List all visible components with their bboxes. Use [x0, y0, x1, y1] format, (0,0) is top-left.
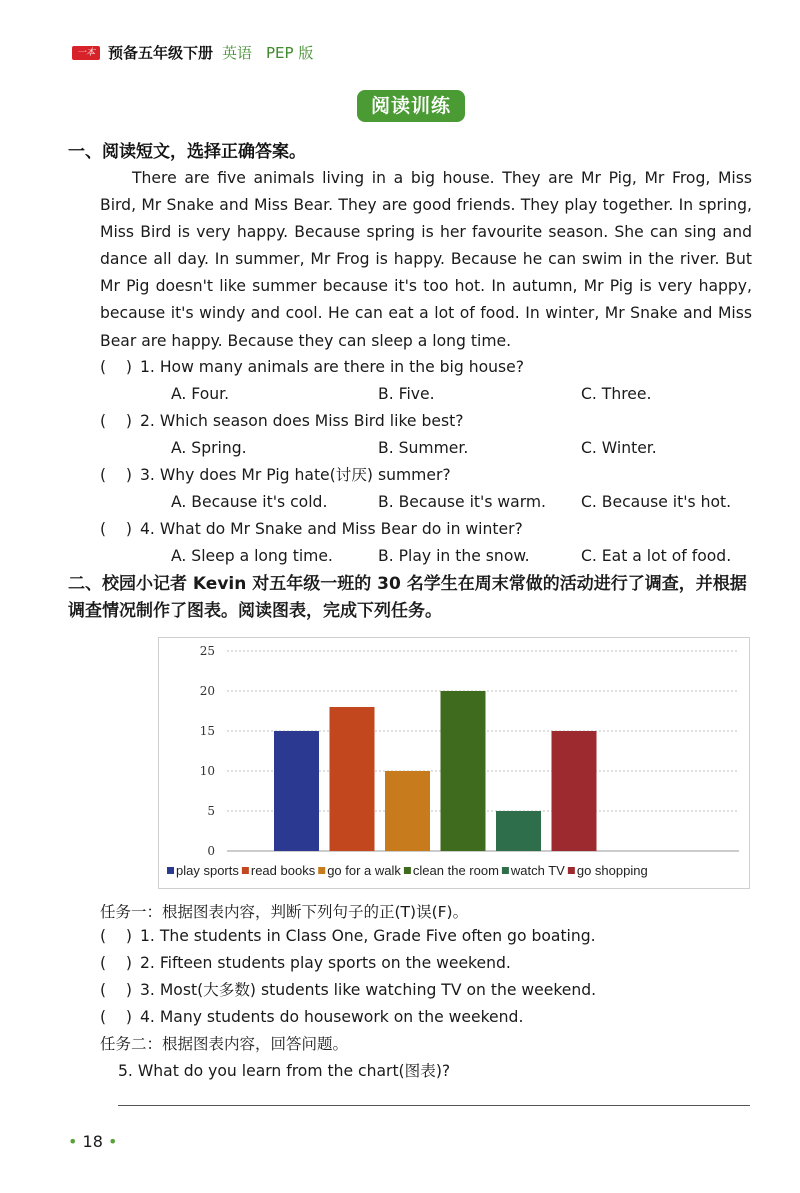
option-a: A. Because it's cold. — [171, 493, 328, 511]
option-a: A. Sleep a long time. — [171, 547, 333, 565]
y-tick-label: 5 — [207, 804, 215, 818]
legend-label: read books — [250, 863, 316, 878]
option-b: B. Play in the snow. — [378, 547, 530, 565]
task1-heading: 任务一：根据图表内容，判断下列句子的正(T)误(F)。 — [100, 903, 469, 921]
answer-blank[interactable]: ( ) — [100, 954, 132, 972]
legend-label: watch TV — [510, 863, 565, 878]
chart-svg — [159, 638, 749, 888]
bar-go-for-a-walk — [385, 771, 430, 851]
bar-read-books — [330, 707, 375, 851]
answer-blank[interactable]: ( ) — [100, 466, 132, 484]
statement-text: 1. The students in Class One, Grade Five often go boating. — [140, 927, 596, 945]
question-text: 2. Which season does Miss Bird like best? — [140, 412, 464, 430]
legend-swatch — [502, 867, 509, 874]
option-b: B. Five. — [378, 385, 435, 403]
answer-blank[interactable]: ( ) — [100, 981, 132, 999]
brand-logo: 一本 — [72, 46, 100, 60]
y-tick-label: 0 — [207, 844, 215, 858]
tf-row — [100, 978, 596, 1002]
legend-label: clean the room — [412, 863, 499, 878]
option-b: B. Because it's warm. — [378, 493, 546, 511]
section-title-badge: 阅读训练 — [357, 90, 465, 122]
option-b: B. Summer. — [378, 439, 469, 457]
y-tick-label: 15 — [199, 724, 215, 738]
option-c: C. Winter. — [581, 439, 657, 457]
task2-heading: 任务二：根据图表内容，回答问题。 — [100, 1035, 349, 1053]
answer-blank[interactable]: ( ) — [100, 1008, 132, 1026]
question-row — [100, 355, 524, 379]
y-tick-label: 25 — [199, 644, 215, 658]
tf-row — [100, 924, 596, 948]
question-text: 4. What do Mr Snake and Miss Bear do in winter? — [140, 520, 523, 538]
answer-blank[interactable]: ( ) — [100, 412, 132, 430]
legend-swatch — [242, 867, 249, 874]
question-row — [100, 463, 451, 487]
statement-text: 3. Most(大多数) students like watching TV on the weekend. — [140, 981, 597, 999]
statement-text: 2. Fifteen students play sports on the weekend. — [140, 954, 511, 972]
bar-play-sports — [274, 731, 319, 851]
question-row — [100, 517, 523, 541]
legend-swatch — [318, 867, 325, 874]
bar-go-shopping — [552, 731, 597, 851]
part1-heading: 一、阅读短文，选择正确答案。 — [68, 142, 306, 162]
option-c: C. Because it's hot. — [581, 493, 732, 511]
y-tick-label: 20 — [199, 684, 215, 698]
edition-label: PEP 版 — [266, 44, 314, 62]
question-text: 3. Why does Mr Pig hate(讨厌) summer? — [140, 466, 451, 484]
book-title: 预备五年级下册 — [108, 44, 214, 62]
answer-blank[interactable]: ( ) — [100, 358, 132, 376]
subject-label: 英语 — [222, 44, 253, 62]
option-a: A. Spring. — [171, 439, 247, 457]
legend-label: play sports — [176, 863, 239, 878]
tf-row — [100, 951, 511, 975]
page-number — [68, 1131, 117, 1153]
page-dot-left: • — [68, 1132, 78, 1151]
answer-line[interactable] — [118, 1105, 750, 1106]
legend-swatch — [167, 867, 174, 874]
option-a: A. Four. — [171, 385, 230, 403]
bar-watch-TV — [496, 811, 541, 851]
legend-swatch — [404, 867, 411, 874]
y-tick-label: 10 — [199, 764, 215, 778]
statement-text: 4. Many students do housework on the weekend. — [140, 1008, 524, 1026]
legend-label: go for a walk — [327, 863, 401, 878]
answer-blank[interactable]: ( ) — [100, 520, 132, 538]
reading-passage: There are five animals living in a big house. They are Mr Pig, Mr Frog, Miss Bird, Mr Snake and Miss Bear. They are good friends. They play together. In spring, Miss Bird is very happy. Because spring is her favourite season. She can sing and dance all day. In summer, Mr Frog is happy. Because he can swim in the river. But Mr Pig doesn't like summer because it's too hot. In autumn, Mr Pig is very happy, because it's windy and cool. He can eat a lot of food. In winter, Mr Snake and Miss Bear are happy. Because they can sleep a long time. — [100, 169, 752, 350]
answer-blank[interactable]: ( ) — [100, 927, 132, 945]
legend-swatch — [568, 867, 575, 874]
question-text: 1. How many animals are there in the big house? — [140, 358, 525, 376]
option-c: C. Eat a lot of food. — [581, 547, 732, 565]
question-row — [100, 409, 464, 433]
legend-label: go shopping — [576, 863, 648, 878]
tf-row — [100, 1005, 523, 1029]
bar-clean-the-room — [441, 691, 486, 851]
part2-heading: 二、校园小记者 Kevin 对五年级一班的 30 名学生在周末常做的活动进行了调查，并根据调查情况制作了图表。阅读图表，完成下列任务。 — [68, 574, 747, 621]
bar-chart — [158, 637, 750, 889]
option-c: C. Three. — [581, 385, 652, 403]
task2-question: 5. What do you learn from the chart(图表)? — [118, 1062, 451, 1080]
page-number-text: 18 — [82, 1132, 103, 1151]
page-dot-right: • — [107, 1132, 118, 1151]
